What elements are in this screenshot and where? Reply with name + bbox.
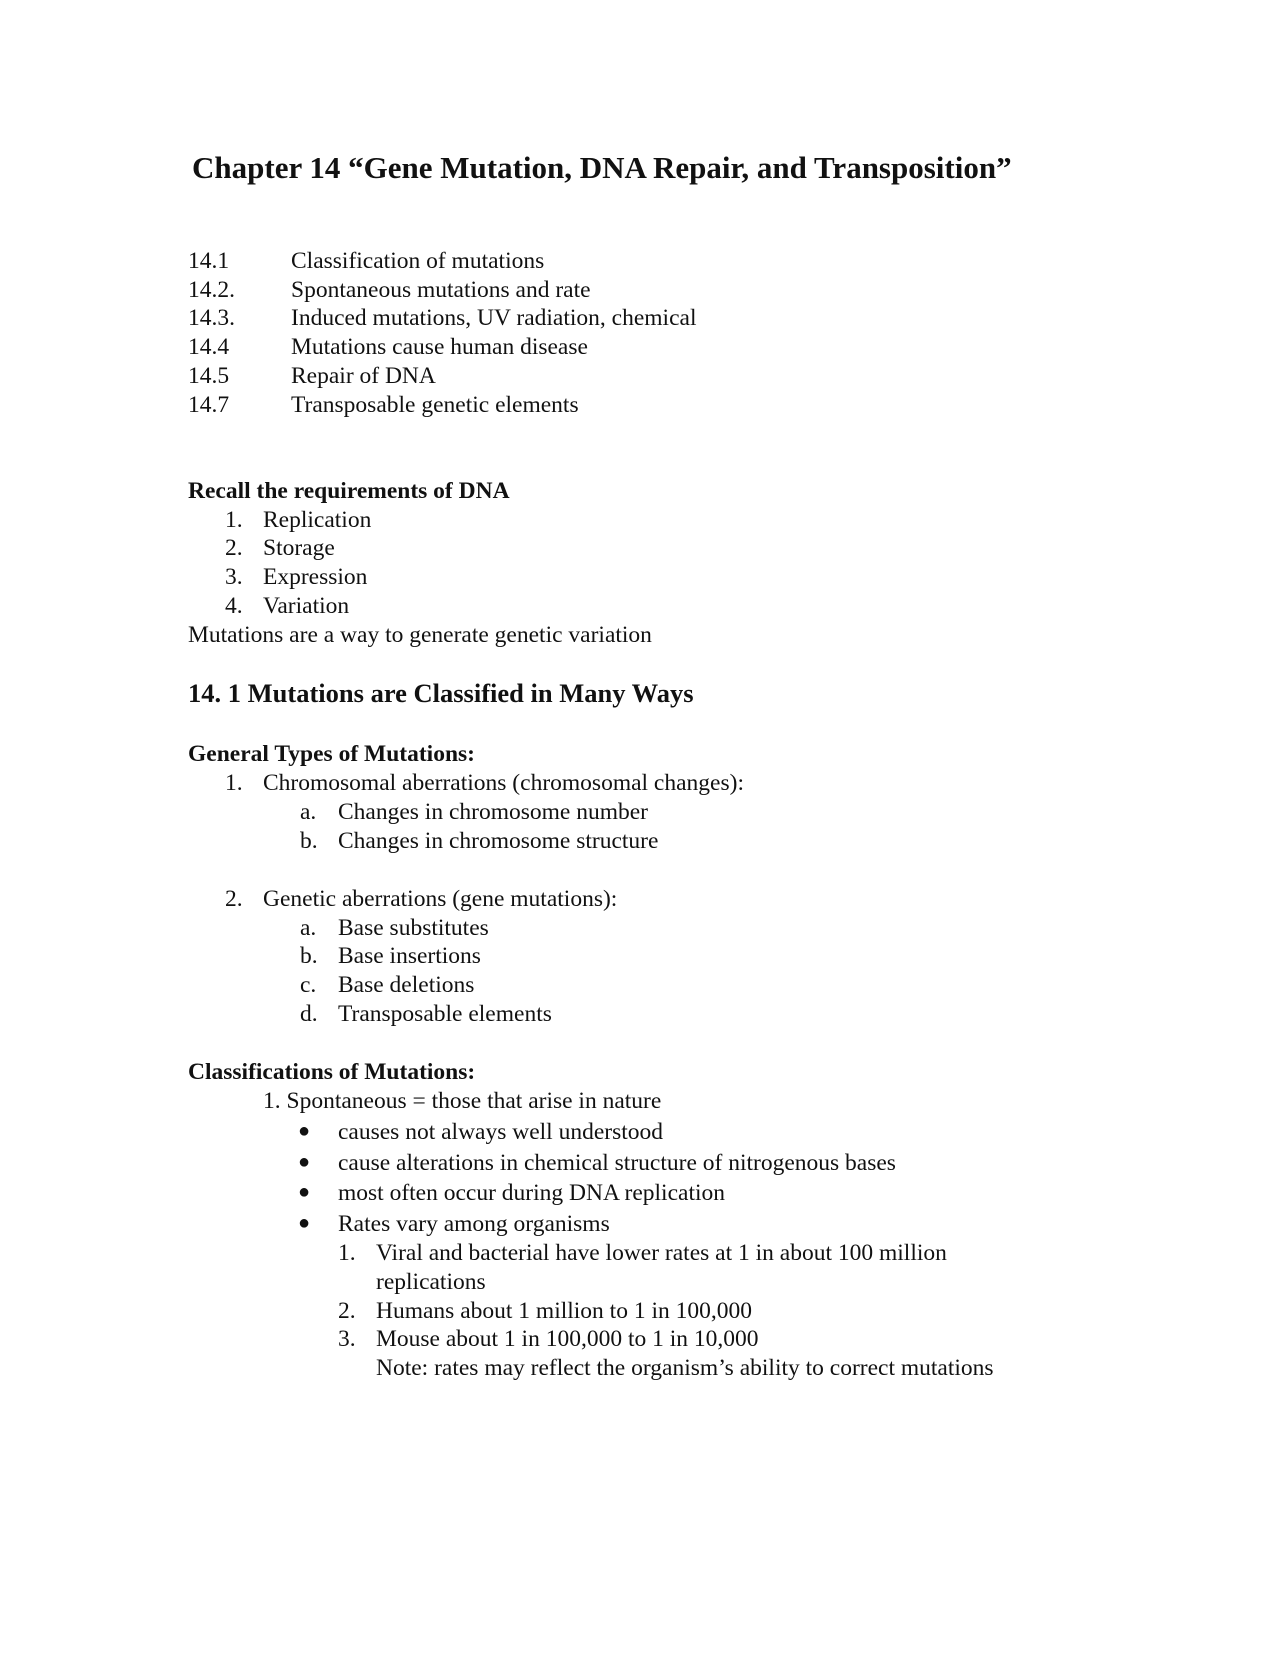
- page-title: Chapter 14 “Gene Mutation, DNA Repair, and Transposition”: [192, 150, 1012, 185]
- list-item: Variation: [263, 593, 350, 619]
- sub-item: Changes in chromosome number: [338, 799, 649, 825]
- list-number: 2.: [225, 886, 243, 912]
- sub-item: Base deletions: [338, 972, 475, 998]
- list-number: 3.: [338, 1326, 356, 1352]
- bullet-icon: ●: [298, 1181, 311, 1203]
- sub-letter: b.: [300, 943, 318, 969]
- list-item: Storage: [263, 535, 335, 561]
- bullet-icon: ●: [298, 1120, 311, 1142]
- bullet-icon: ●: [298, 1212, 311, 1234]
- bullet-item: causes not always well understood: [338, 1119, 664, 1145]
- list-item: Genetic aberrations (gene mutations):: [263, 886, 618, 912]
- list-item: Chromosomal aberrations (chromosomal changes):: [263, 770, 744, 796]
- sub-item: Base substitutes: [338, 915, 489, 941]
- outline-number: 14.2.: [188, 277, 235, 303]
- bullet-icon: ●: [298, 1151, 311, 1173]
- outline-text: Mutations cause human disease: [291, 334, 588, 360]
- sub-item: Transposable elements: [338, 1001, 552, 1027]
- sub-item: Changes in chromosome structure: [338, 828, 659, 854]
- sub-letter: d.: [300, 1001, 318, 1027]
- classifications-heading: Classifications of Mutations:: [188, 1059, 476, 1085]
- list-number: 2.: [225, 535, 243, 561]
- rates-note: Note: rates may reflect the organism’s ability to correct mutations: [376, 1355, 994, 1381]
- bullet-item: cause alterations in chemical structure of nitrogenous bases: [338, 1150, 896, 1176]
- outline-text: Transposable genetic elements: [291, 392, 579, 418]
- rate-item: Humans about 1 million to 1 in 100,000: [376, 1298, 752, 1324]
- outline-text: Spontaneous mutations and rate: [291, 277, 591, 303]
- rate-item-continuation: replications: [376, 1269, 486, 1295]
- outline-number: 14.5: [188, 363, 230, 389]
- outline-text: Classification of mutations: [291, 248, 545, 274]
- list-number: 4.: [225, 593, 243, 619]
- sub-letter: b.: [300, 828, 318, 854]
- sub-letter: a.: [300, 799, 317, 825]
- outline-number: 14.1: [188, 248, 230, 274]
- bullet-item: Rates vary among organisms: [338, 1211, 610, 1237]
- outline-number: 14.4: [188, 334, 230, 360]
- sub-letter: c.: [300, 972, 317, 998]
- general-types-heading: General Types of Mutations:: [188, 741, 475, 767]
- list-item: Expression: [263, 564, 368, 590]
- outline-number: 14.3.: [188, 305, 235, 331]
- spontaneous-item: 1. Spontaneous = those that arise in nature: [263, 1088, 662, 1114]
- list-number: 1.: [338, 1240, 356, 1266]
- section-heading: 14. 1 Mutations are Classified in Many Ways: [188, 678, 694, 708]
- outline-number: 14.7: [188, 392, 230, 418]
- list-number: 1.: [225, 507, 243, 533]
- recall-heading: Recall the requirements of DNA: [188, 478, 510, 504]
- sub-letter: a.: [300, 915, 317, 941]
- list-number: 3.: [225, 564, 243, 590]
- list-number: 2.: [338, 1298, 356, 1324]
- outline-text: Repair of DNA: [291, 363, 436, 389]
- rate-item: Mouse about 1 in 100,000 to 1 in 10,000: [376, 1326, 759, 1352]
- list-number: 1.: [225, 770, 243, 796]
- bullet-item: most often occur during DNA replication: [338, 1180, 726, 1206]
- recall-note: Mutations are a way to generate genetic variation: [188, 622, 652, 648]
- sub-item: Base insertions: [338, 943, 481, 969]
- outline-text: Induced mutations, UV radiation, chemical: [291, 305, 697, 331]
- list-item: Replication: [263, 507, 372, 533]
- rate-item: Viral and bacterial have lower rates at 1 in about 100 million: [376, 1240, 947, 1266]
